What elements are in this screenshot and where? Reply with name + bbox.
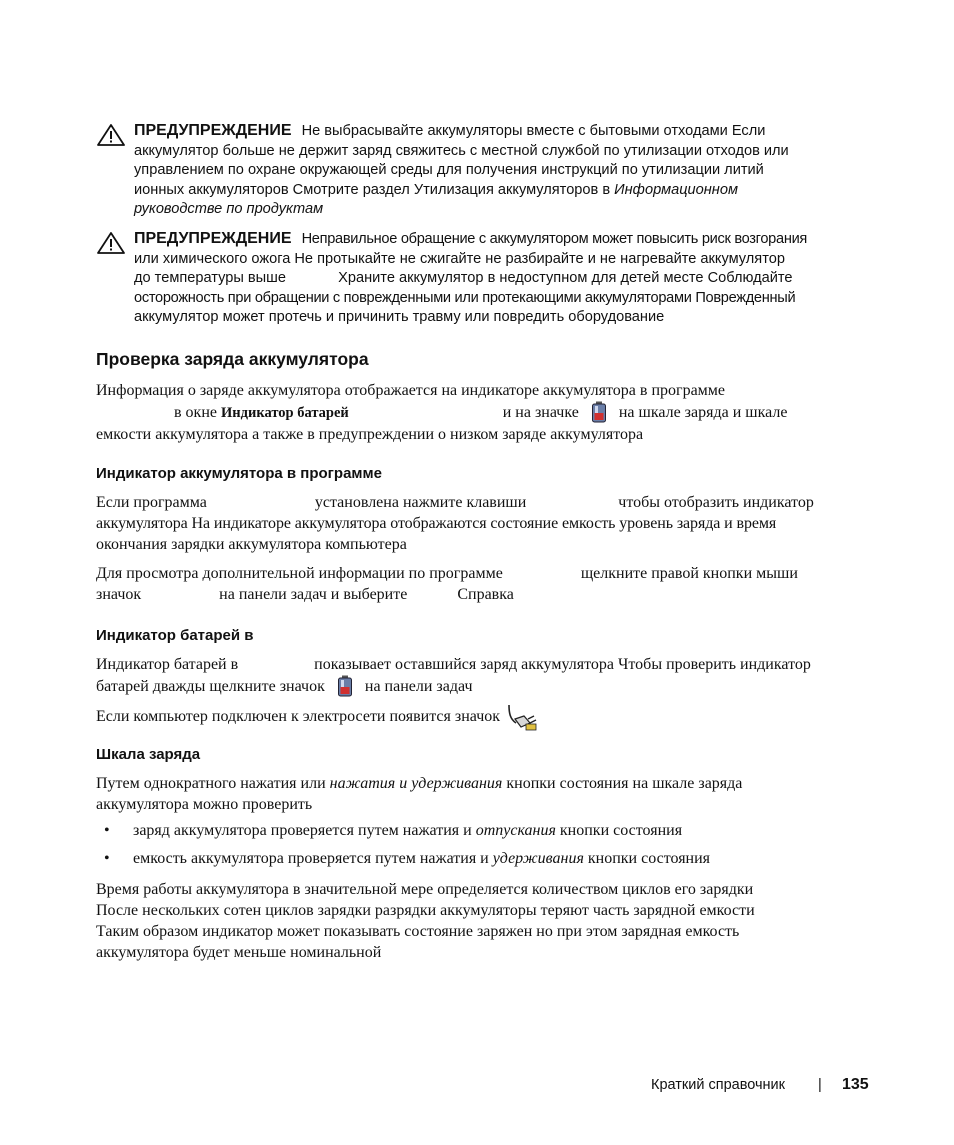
page-number: 135	[842, 1076, 869, 1093]
body-text: аккумулятора На индикаторе аккумулятора отображаются состояние емкость уровень заряда и время	[96, 515, 777, 532]
list-item-text: заряд аккумулятора проверяется путем нажатия и	[133, 822, 472, 839]
footer-separator: |	[818, 1077, 822, 1093]
intro-line: емкости аккумулятора а также в предупреждении о низком заряде аккумулятора	[96, 426, 644, 443]
list-item-text: кнопки состояния	[559, 822, 683, 839]
sub3-paragraph-2	[96, 879, 861, 963]
ac-plug-icon	[506, 703, 540, 733]
warning-label: ПРЕДУПРЕЖДЕНИЕ	[134, 230, 292, 247]
subsection-title-1: Индикатор аккумулятора в программе	[96, 465, 382, 482]
body-text: батарей дважды щелкните значок	[96, 678, 325, 695]
body-text: Справка	[457, 586, 514, 603]
sub1-paragraph-2	[96, 563, 861, 605]
warning-block-1	[96, 121, 866, 221]
warning-text-2	[134, 229, 859, 328]
body-text: установлена нажмите клавиши	[314, 494, 527, 511]
warning-line: или химического ожога Не протыкайте не сжигайте не разбирайте и не нагревайте аккумулятор	[134, 250, 785, 267]
warning-doc-ref: руководстве по продуктам	[134, 201, 324, 218]
list-item-italic: отпускания	[475, 822, 556, 839]
body-text: аккумулятора будет меньше номинальной	[96, 944, 382, 961]
body-text: Время работы аккумулятора в значительной мере определяется количеством циклов его зарядки	[96, 881, 754, 898]
subsection-title-2: Индикатор батарей в	[96, 627, 254, 644]
body-text: на панели задач	[364, 678, 473, 695]
section-intro	[96, 380, 861, 445]
body-text: Для просмотра дополнительной информации по программе	[96, 565, 503, 582]
warning-line: управлением по охране окружающей среды для получения инструкций по утилизации литий	[134, 162, 764, 179]
intro-text: на шкале заряда и шкале	[618, 404, 788, 421]
body-text: Таким образом индикатор может показывать состояние заряжен но при этом зарядная емкость	[96, 923, 740, 940]
warning-triangle-icon	[96, 231, 126, 255]
warning-label: ПРЕДУПРЕЖДЕНИЕ	[134, 122, 292, 139]
bullet-marker: •	[104, 850, 110, 867]
warning-line: аккумулятор может протечь и причинить травму или повредить оборудование	[134, 309, 665, 326]
body-text: чтобы отобразить индикатор	[618, 494, 814, 511]
intro-line: Информация о заряде аккумулятора отображается на индикаторе аккумулятора в программе	[96, 382, 726, 399]
battery-icon	[591, 401, 607, 423]
warning-line: ионных аккумуляторов Смотрите раздел Утилизация аккумуляторов в	[134, 181, 611, 198]
warning-triangle-icon	[96, 123, 126, 147]
sub2-paragraph-2	[96, 703, 861, 733]
body-text: значок	[96, 586, 142, 603]
list-item	[133, 850, 710, 868]
list-item	[133, 822, 682, 840]
body-text: щелкните правой кнопки мыши	[580, 565, 798, 582]
warning-doc-ref: Информационном	[614, 181, 738, 198]
list-item-text: емкость аккумулятора проверяется путем нажатия и	[133, 850, 489, 867]
intro-text: и на значке	[502, 404, 579, 421]
body-text: Индикатор батарей в	[96, 656, 239, 673]
warning-line: аккумулятор больше не держит заряд свяжитесь с местной службой по утилизации отходов или	[134, 142, 789, 159]
warning-block-2	[96, 229, 866, 349]
body-italic-text: нажатия и удерживания	[329, 775, 503, 792]
battery-icon	[337, 675, 353, 697]
sub1-paragraph-1	[96, 492, 861, 555]
subsection-title-3: Шкала заряда	[96, 746, 201, 763]
warning-line: Храните аккумулятор в недоступном для детей месте Соблюдайте	[338, 270, 793, 287]
list-item-text: кнопки состояния	[587, 850, 711, 867]
warning-line: Не выбрасывайте аккумуляторы вместе с бытовыми отходами Если	[301, 123, 766, 139]
body-text: окончания зарядки аккумулятора компьютера	[96, 536, 407, 553]
body-text: кнопки состояния на шкале заряда	[506, 775, 743, 792]
bullet-marker: •	[104, 822, 110, 839]
list-item-italic: удерживания	[492, 850, 584, 867]
body-text: на панели задач и выберите	[219, 586, 408, 603]
body-text: Если программа	[96, 494, 207, 511]
warning-text-1	[134, 121, 859, 220]
intro-bold-text: Индикатор батарей	[221, 405, 349, 421]
intro-text: в окне	[174, 404, 217, 421]
body-text: показывает оставшийся заряд аккумулятора Чтобы проверить индикатор	[314, 656, 811, 673]
body-text: Если компьютер подключен к электросети появится значок	[96, 708, 501, 725]
body-text: аккумулятора можно проверить	[96, 796, 313, 813]
body-text: После нескольких сотен циклов зарядки разрядки аккумуляторы теряют часть зарядной емкости	[96, 902, 755, 919]
warning-line: до температуры выше	[134, 270, 286, 287]
sub3-paragraph-1	[96, 773, 861, 815]
sub2-paragraph-1	[96, 654, 861, 697]
footer-guide-title: Краткий справочник	[651, 1077, 785, 1093]
body-text: Путем однократного нажатия или	[96, 775, 326, 792]
warning-line: Неправильное обращение с аккумулятором может повысить риск возгорания	[301, 231, 808, 247]
section-title: Проверка заряда аккумулятора	[96, 349, 369, 369]
warning-line: осторожность при обращении с поврежденными или протекающими аккумуляторами Поврежденный	[134, 289, 796, 306]
